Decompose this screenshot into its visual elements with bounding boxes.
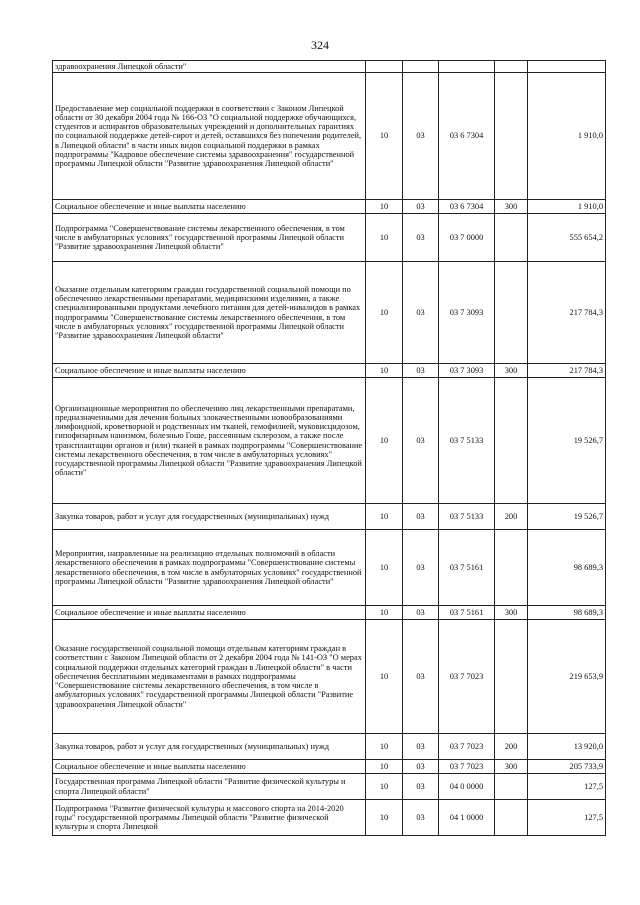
section-code: 10	[366, 214, 403, 262]
subsection-code	[403, 61, 439, 73]
row-name: Закупка товаров, работ и услуг для государственных (муниципальных) нужд	[53, 734, 366, 760]
section-code: 10	[366, 504, 403, 530]
target-article-code: 03 7 5133	[439, 378, 495, 504]
subsection-code: 03	[403, 606, 439, 620]
expense-type-code	[495, 620, 528, 734]
expense-type-code	[495, 214, 528, 262]
table-row	[53, 214, 606, 262]
expense-type-code	[495, 800, 528, 836]
subsection-code: 03	[403, 214, 439, 262]
target-article-code: 04 1 0000	[439, 800, 495, 836]
expense-type-code	[495, 774, 528, 800]
expense-type-code	[495, 378, 528, 504]
expense-type-code: 200	[495, 504, 528, 530]
target-article-code: 03 7 7023	[439, 734, 495, 760]
row-name: здравоохранения Липецкой области"	[53, 61, 366, 73]
target-article-code: 03 7 7023	[439, 760, 495, 774]
expense-type-code	[495, 530, 528, 606]
table-row	[53, 774, 606, 800]
amount-value: 1 910,0	[528, 73, 606, 200]
row-name: Подпрограмма "Совершенствование системы лекарственного обеспечения, в том числе в амбулаторных условиях" государственной программы Липецкой области "Развитие здравоохранения Липецкой области"	[53, 214, 366, 262]
row-name: Оказание государственной социальной помощи отдельным категориям граждан в соответствии с Законом Липецкой области от 2 декабря 2004 года № 141-ОЗ "О мерах социальной поддержки отдельных категорий граждан в Липецкой области" в части обеспечения бесплатными медикаментами в рамках подпрограммы "Совершенствование системы лекарственного обеспечения, в том числе в амбулаторных условиях" государственной программы Липецкой области "Развитие здравоохранения Липецкой области"	[53, 620, 366, 734]
section-code: 10	[366, 606, 403, 620]
row-name: Мероприятия, направленные на реализацию отдельных полномочий в области лекарственного обеспечения в рамках подпрограммы "Совершенствование системы лекарственного обеспечения, в том числе в амбулаторных условиях" государственной программы Липецкой области "Развитие здравоохранения Липецкой области"	[53, 530, 366, 606]
table-row	[53, 73, 606, 200]
target-article-code: 03 7 5161	[439, 606, 495, 620]
table-row	[53, 620, 606, 734]
target-article-code: 03 6 7304	[439, 200, 495, 214]
section-code: 10	[366, 774, 403, 800]
amount-value: 219 653,9	[528, 620, 606, 734]
amount-value: 19 526,7	[528, 378, 606, 504]
section-code: 10	[366, 364, 403, 378]
target-article-code: 03 6 7304	[439, 73, 495, 200]
target-article-code: 03 7 0000	[439, 214, 495, 262]
section-code: 10	[366, 73, 403, 200]
target-article-code: 03 7 3093	[439, 262, 495, 364]
row-name: Оказание отдельным категориям граждан государственной социальной помощи по обеспечению лекарственными препаратами, медицинскими изделиями, а также специализированными продуктами лечебного питания для детей-инвалидов в рамках подпрограммы "Совершенствование системы лекарственного обеспечения, в том числе в амбулаторных условиях" государственной программы Липецкой области "Развитие здравоохранения Липецкой области"	[53, 262, 366, 364]
row-name: Социальное обеспечение и иные выплаты населению	[53, 364, 366, 378]
expense-type-code: 300	[495, 364, 528, 378]
subsection-code: 03	[403, 378, 439, 504]
expense-type-code	[495, 61, 528, 73]
expense-type-code	[495, 262, 528, 364]
section-code: 10	[366, 800, 403, 836]
row-name: Государственная программа Липецкой области "Развитие физической культуры и спорта Липецкой области"	[53, 774, 366, 800]
amount-value: 19 526,7	[528, 504, 606, 530]
target-article-code: 03 7 5161	[439, 530, 495, 606]
expense-type-code: 300	[495, 200, 528, 214]
table-row	[53, 530, 606, 606]
subsection-code: 03	[403, 504, 439, 530]
table-row	[53, 200, 606, 214]
subsection-code: 03	[403, 620, 439, 734]
expense-type-code	[495, 73, 528, 200]
row-name: Социальное обеспечение и иные выплаты населению	[53, 760, 366, 774]
row-name: Подпрограмма "Развитие физической культуры и массового спорта на 2014-2020 годы" государственной программы Липецкой области "Развитие физической культуры и спорта Липецкой	[53, 800, 366, 836]
expense-type-code: 200	[495, 734, 528, 760]
table-row	[53, 364, 606, 378]
subsection-code: 03	[403, 200, 439, 214]
amount-value: 217 784,3	[528, 262, 606, 364]
expense-type-code: 300	[495, 606, 528, 620]
section-code: 10	[366, 378, 403, 504]
budget-table	[52, 60, 606, 836]
table-row	[53, 734, 606, 760]
section-code: 10	[366, 530, 403, 606]
amount-value	[528, 61, 606, 73]
budget-table-body	[53, 61, 606, 836]
amount-value: 555 654,2	[528, 214, 606, 262]
row-name: Социальное обеспечение и иные выплаты населению	[53, 200, 366, 214]
subsection-code: 03	[403, 262, 439, 364]
amount-value: 205 733,9	[528, 760, 606, 774]
amount-value: 127,5	[528, 800, 606, 836]
subsection-code: 03	[403, 800, 439, 836]
amount-value: 98 689,3	[528, 530, 606, 606]
subsection-code: 03	[403, 774, 439, 800]
row-name: Организационные мероприятия по обеспечению лиц лекарственными препаратами, предназначенными для лечения больных злокачественными новообразованиями лимфоидной, кроветворной и родственных им тканей, гемофилией, муковисцидозом, гипофизарным нанизмом, болезнью Гоше, рассеянным склерозом, а также после трансплантации органов и (или) тканей в рамках подпрограммы "Совершенствование системы лекарственного обеспечения, в том числе в амбулаторных условиях" государственной программы Липецкой области "Развитие здравоохранения Липецкой области"	[53, 378, 366, 504]
subsection-code: 03	[403, 73, 439, 200]
table-row	[53, 61, 606, 73]
table-row	[53, 504, 606, 530]
amount-value: 13 920,0	[528, 734, 606, 760]
table-row	[53, 760, 606, 774]
section-code: 10	[366, 262, 403, 364]
subsection-code: 03	[403, 760, 439, 774]
table-row	[53, 606, 606, 620]
subsection-code: 03	[403, 364, 439, 378]
table-row	[53, 800, 606, 836]
target-article-code: 03 7 7023	[439, 620, 495, 734]
section-code: 10	[366, 200, 403, 214]
target-article-code: 04 0 0000	[439, 774, 495, 800]
page-number: 324	[311, 38, 329, 52]
row-name: Закупка товаров, работ и услуг для государственных (муниципальных) нужд	[53, 504, 366, 530]
target-article-code: 03 7 3093	[439, 364, 495, 378]
section-code: 10	[366, 760, 403, 774]
table-row	[53, 378, 606, 504]
amount-value: 127,5	[528, 774, 606, 800]
section-code	[366, 61, 403, 73]
row-name: Социальное обеспечение и иные выплаты населению	[53, 606, 366, 620]
amount-value: 98 689,3	[528, 606, 606, 620]
section-code: 10	[366, 620, 403, 734]
row-name: Предоставление мер социальной поддержки в соответствии с Законом Липецкой области от 30 декабря 2004 года № 166-ОЗ "О социальной поддержке обучающихся, студентов и аспирантов образовательных учреждений и дополнительных гарантиях по социальной поддержке детей-сирот и детей, оставшихся без попечения родителей, в Липецкой области" в части иных видов социальной поддержки в рамках подпрограммы "Кадровое обеспечение системы здравоохранения" государственной программы Липецкой области "Развитие здравоохранения Липецкой области"	[53, 73, 366, 200]
target-article-code	[439, 61, 495, 73]
amount-value: 1 910,0	[528, 200, 606, 214]
target-article-code: 03 7 5133	[439, 504, 495, 530]
subsection-code: 03	[403, 734, 439, 760]
expense-type-code: 300	[495, 760, 528, 774]
subsection-code: 03	[403, 530, 439, 606]
section-code: 10	[366, 734, 403, 760]
amount-value: 217 784,3	[528, 364, 606, 378]
table-row	[53, 262, 606, 364]
